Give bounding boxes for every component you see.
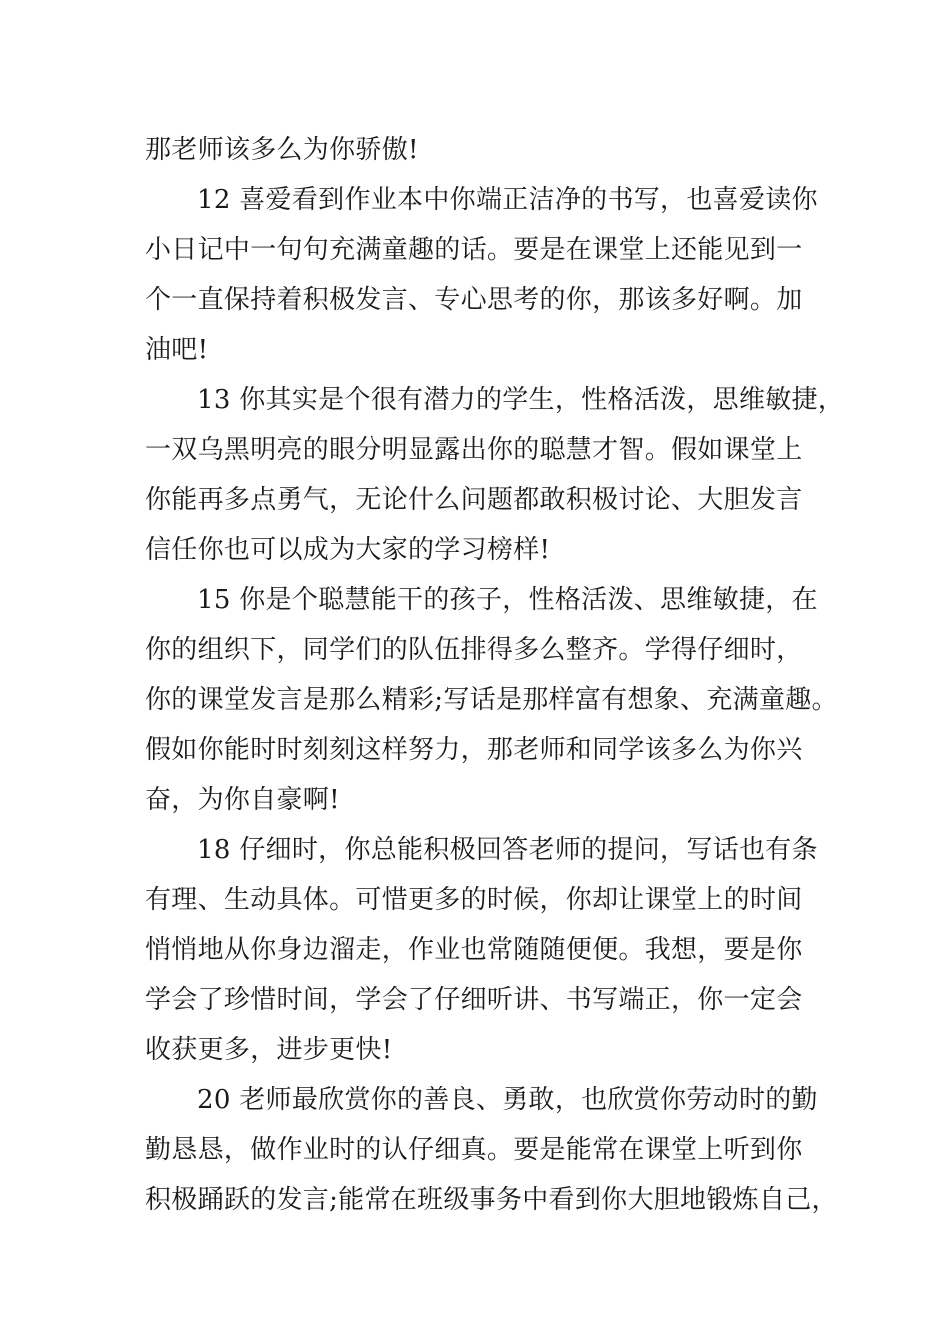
text-line: 有理、生动具体。可惜更多的时候，你却让课堂上的时间 (145, 885, 803, 915)
text-line: 一双乌黑明亮的眼分明显露出你的聪慧才智。假如课堂上 (145, 435, 803, 465)
text-line: 学会了珍惜时间，学会了仔细听讲、书写端正，你一定会 (145, 985, 803, 1015)
text-line: 油吧! (145, 335, 209, 365)
text-line: 收获更多，进步更快! (145, 1035, 393, 1065)
text-line: 小日记中一句句充满童趣的话。要是在课堂上还能见到一 (145, 235, 803, 265)
paragraph-15-start: 15 你是个聪慧能干的孩子，性格活泼、思维敏捷，在 (197, 585, 818, 615)
text-line: 个一直保持着积极发言、专心思考的你，那该多好啊。加 (145, 285, 803, 315)
text-line: 悄悄地从你身边溜走，作业也常随随便便。我想，要是你 (145, 935, 803, 965)
text-line: 积极踊跃的发言;能常在班级事务中看到你大胆地锻炼自己， (145, 1185, 838, 1215)
paragraph-12-start: 12 喜爱看到作业本中你端正洁净的书写，也喜爱读你 (197, 185, 818, 215)
text-line: 假如你能时时刻刻这样努力，那老师和同学该多么为你兴 (145, 735, 803, 765)
text-line: 你的组织下，同学们的队伍排得多么整齐。学得仔细时， (145, 635, 803, 665)
paragraph-13-start: 13 你其实是个很有潜力的学生，性格活泼，思维敏捷， (197, 385, 845, 415)
text-line: 你能再多点勇气，无论什么问题都敢积极讨论、大胆发言 (145, 485, 803, 515)
text-line: 奋，为你自豪啊! (145, 785, 340, 815)
text-line: 你的课堂发言是那么精彩;写话是那样富有想象、充满童趣。 (145, 685, 838, 715)
text-line: 那老师该多么为你骄傲! (145, 135, 419, 165)
paragraph-18-start: 18 仔细时，你总能积极回答老师的提问，写话也有条 (197, 835, 818, 865)
text-line: 勤恳恳，做作业时的认仔细真。要是能常在课堂上听到你 (145, 1135, 803, 1165)
text-line: 信任你也可以成为大家的学习榜样! (145, 535, 551, 565)
paragraph-20-start: 20 老师最欣赏你的善良、勇敢，也欣赏你劳动时的勤 (197, 1085, 818, 1115)
